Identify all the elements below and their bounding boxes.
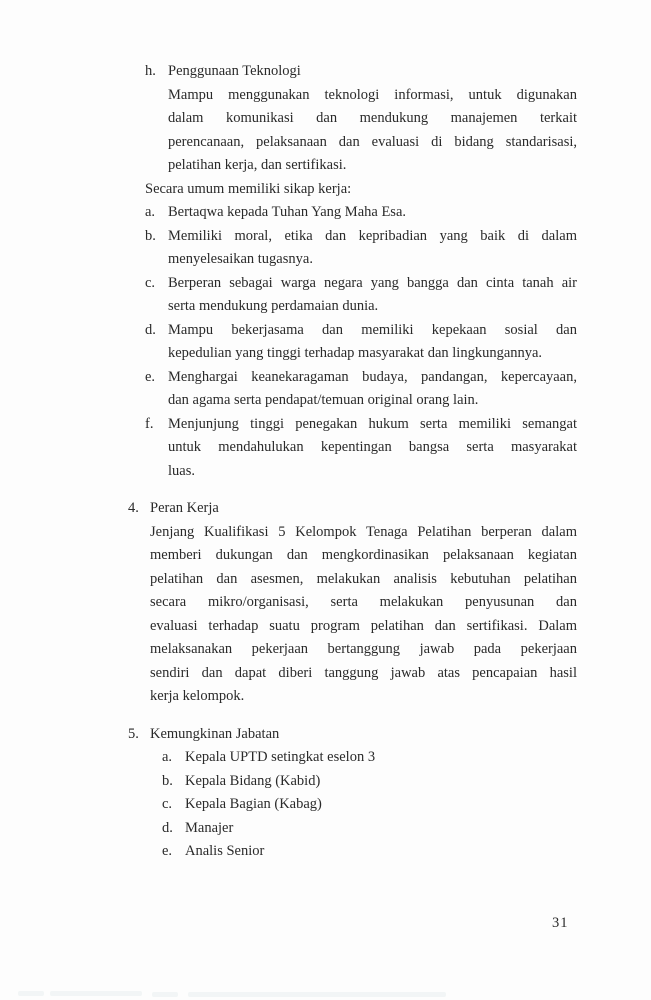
text-line: kepedulian yang tinggi terhadap masyarakat dan lingkungannya. [168, 345, 543, 361]
text-line: dan agama serta pendapat/temuan original orang lain. [168, 392, 479, 408]
section-5-title: Kemungkinan Jabatan [150, 725, 280, 742]
text-line: Kepala Bidang (Kabid) [185, 772, 321, 789]
text-line: melaksanakan pekerjaan bertanggung jawab pada pekerjaan [150, 641, 577, 657]
list-item-h-marker: h. [145, 63, 156, 79]
list-item [145, 413, 577, 484]
text-line: pelatihan kerja, dan sertifikasi. [168, 157, 347, 173]
list-item-marker: d. [145, 321, 156, 338]
list-item-marker: b. [162, 772, 173, 789]
list-item-marker: e. [162, 843, 173, 859]
scan-artifact [50, 991, 142, 996]
list-item-marker: c. [162, 796, 173, 812]
list-item [162, 770, 577, 794]
list-item [162, 817, 577, 841]
text-line: serta mendukung perdamaian dunia. [168, 298, 379, 314]
section-5 [128, 723, 577, 864]
list-item [145, 201, 577, 225]
sikap-kerja-list [128, 201, 577, 483]
list-item-marker: a. [162, 749, 173, 765]
section-5-list [162, 746, 577, 864]
text-line: Menjunjung tinggi penegakan hukum serta memiliki semangat [168, 415, 577, 432]
list-item [162, 840, 577, 864]
list-item-marker: a. [145, 204, 156, 220]
text-line: Manajer [185, 819, 234, 836]
text-line: Menghargai keanekaragaman budaya, pandangan, kepercayaan, [168, 368, 577, 385]
text-line: Kepala Bagian (Kabag) [185, 796, 322, 812]
list-item-marker: c. [145, 274, 156, 291]
section-5-marker: 5. [128, 725, 139, 742]
list-item-marker: d. [162, 819, 173, 836]
text-line: evaluasi terhadap suatu program pelatihan dan sertifikasi. Dalam [150, 617, 577, 634]
text-line: kerja kelompok. [150, 688, 245, 704]
text-line: dalam komunikasi dan mendukung manajemen terkait [168, 110, 577, 126]
list-item-marker: f. [145, 415, 154, 432]
text-line: menyelesaikan tugasnya. [168, 251, 313, 267]
list-item [162, 793, 577, 817]
list-item [145, 366, 577, 413]
section-gap [128, 483, 577, 497]
scan-artifact [188, 992, 446, 997]
section-4-marker: 4. [128, 500, 139, 516]
page-number: 31 [552, 915, 569, 931]
list-item-h-title: Penggunaan Teknologi [168, 63, 301, 79]
list-item-marker: e. [145, 368, 156, 385]
text-line: Mampu bekerjasama dan memiliki kepekaan sosial dan [168, 321, 577, 338]
list-item-h [145, 60, 577, 178]
text-line: luas. [168, 462, 195, 479]
list-item [145, 225, 577, 272]
section-4-title: Peran Kerja [150, 500, 219, 516]
section-4 [128, 497, 577, 709]
sikap-kerja-intro: Secara umum memiliki sikap kerja: [145, 180, 352, 197]
list-item [162, 746, 577, 770]
text-line: Bertaqwa kepada Tuhan Yang Maha Esa. [168, 204, 407, 220]
list-item [145, 319, 577, 366]
text-line: Berperan sebagai warga negara yang bangga dan cinta tanah air [168, 274, 577, 291]
text-line: secara mikro/organisasi, serta melakukan penyusunan dan [150, 594, 577, 610]
section-gap [128, 709, 577, 723]
text-line: pelatihan dan asesmen, melakukan analisis kebutuhan pelatihan [150, 570, 577, 587]
text-line: Analis Senior [185, 843, 265, 859]
text-line: perencanaan, pelaksanaan dan evaluasi di bidang standarisasi, [168, 133, 577, 150]
section-4-body [150, 521, 577, 709]
text-line: Kepala UPTD setingkat eselon 3 [185, 749, 376, 765]
text-line: untuk mendahulukan kepentingan bangsa serta masyarakat [168, 439, 577, 455]
scan-artifact [18, 991, 44, 996]
text-line: sendiri dan dapat diberi tanggung jawab atas pencapaian hasil [150, 664, 577, 681]
text-line: memberi dukungan dan mengkordinasikan pelaksanaan kegiatan [150, 547, 577, 563]
list-item-marker: b. [145, 227, 156, 244]
scan-artifact [152, 992, 178, 997]
page-content [128, 0, 577, 864]
text-line: Memiliki moral, etika dan kepribadian yang baik di dalam [168, 227, 577, 244]
list-item-h-body [168, 84, 577, 178]
text-line: Mampu menggunakan teknologi informasi, untuk digunakan [168, 86, 577, 103]
text-line: Jenjang Kualifikasi 5 Kelompok Tenaga Pelatihan berperan dalam [150, 523, 577, 540]
list-item [145, 272, 577, 319]
